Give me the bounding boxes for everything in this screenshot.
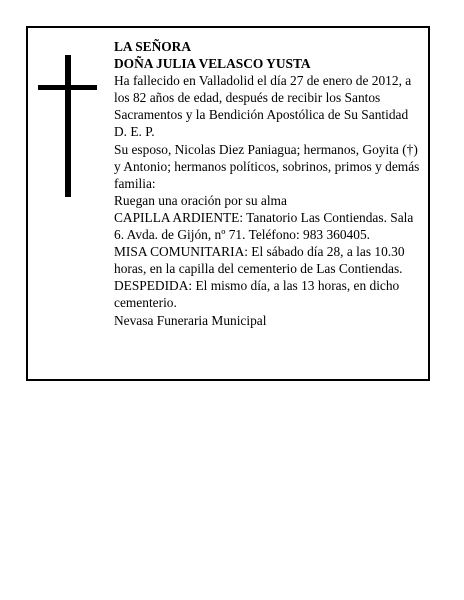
title-line-1: LA SEÑORA [114, 39, 192, 54]
family-list: Su esposo, Nicolas Diez Paniagua; hermanos, Goyita (†) y Antonio; hermanos políticos, sobrinos, primos y demás familia: [114, 141, 420, 191]
farewell-info: DESPEDIDA: El mismo día, a las 13 horas, en dicho cementerio. [114, 278, 400, 311]
obituary-text [114, 38, 424, 329]
chapel-info: CAPILLA ARDIENTE: Tanatorio Las Contiendas. Sala 6. Avda. de Gijón, nº 71. Teléfono: 983 360405. [114, 209, 414, 243]
rest-in-peace: D. E. P. [114, 124, 155, 140]
prayer-request: Ruegan una oración por su alma [114, 192, 287, 208]
cross-vertical-bar [65, 55, 71, 197]
funeral-home: Nevasa Funeraria Municipal [114, 312, 267, 328]
death-announcement: Ha fallecido en Valladolid el día 27 de enero de 2012, a los 82 años de edad, después de recibir los Santos Sacramentos y la Bendición Apostólica de Su Santidad [114, 73, 412, 123]
cross-horizontal-bar [38, 85, 97, 90]
mass-info: MISA COMUNITARIA: El sábado día 28, a las 10.30 horas, en la capilla del cementerio de Las Contiendas. [114, 244, 405, 277]
deceased-name: DOÑA JULIA VELASCO YUSTA [114, 56, 311, 72]
